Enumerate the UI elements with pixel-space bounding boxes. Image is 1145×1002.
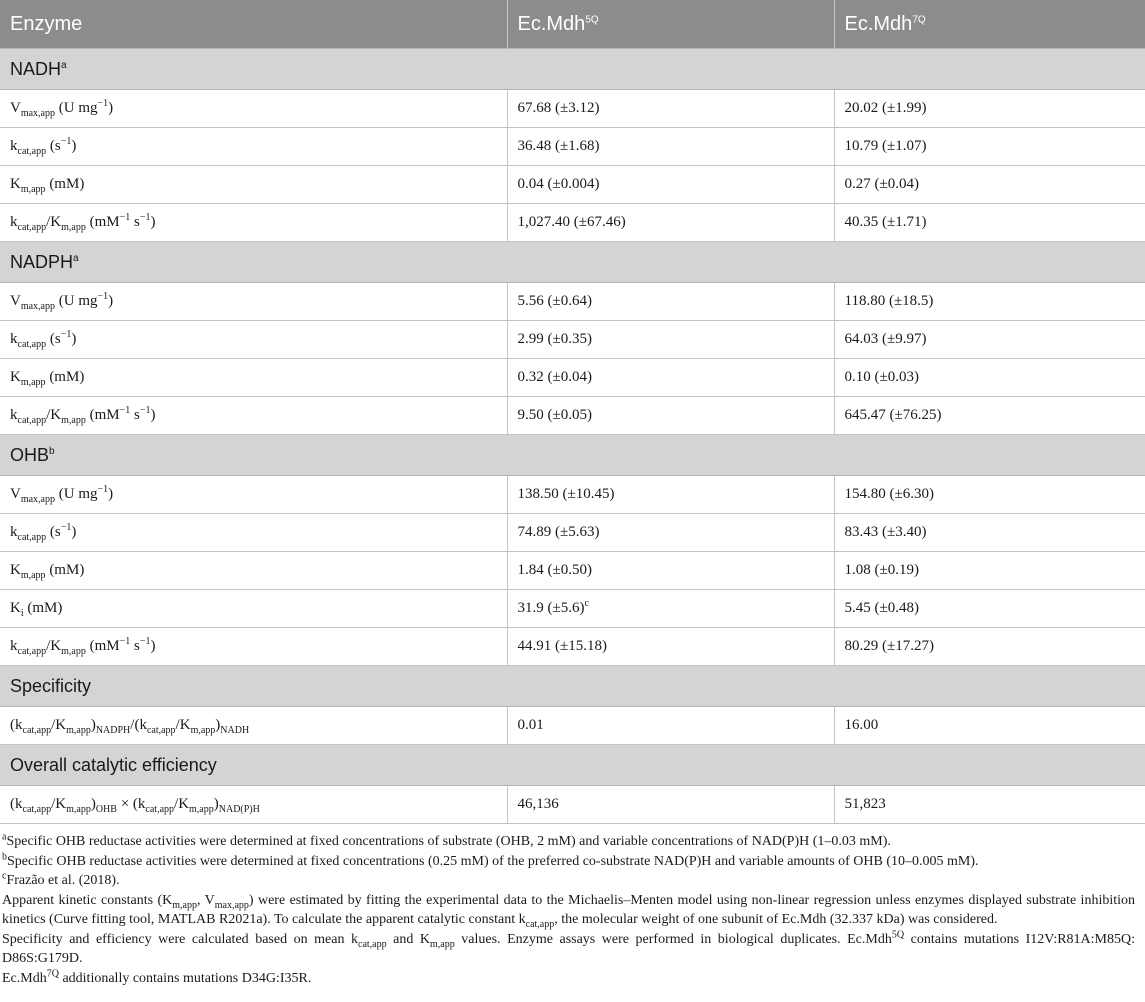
footnote-specificity: Specificity and efficiency were calculated based on mean $k_{cat,app}$ and $K_{m,app}$ values. Enzyme assays were performed in biological duplicates. Ec.Mdh$^{5Q}$ contains mutations I12V:R81A:M85Q: D86S:G179D. bbox=[2, 928, 1135, 966]
value-7q: 118.80 (±18.5) bbox=[834, 283, 1145, 321]
table-row bbox=[0, 166, 1145, 204]
section-nadh bbox=[0, 49, 1145, 90]
table-row bbox=[0, 552, 1145, 590]
value-5q: 1.84 (±0.50) bbox=[507, 552, 834, 590]
section-label: NADPH$^a$ bbox=[0, 242, 1145, 283]
value-5q: 0.32 (±0.04) bbox=[507, 359, 834, 397]
value-7q: 51,823 bbox=[834, 786, 1145, 824]
param-kcat: $k_{cat,app}$ $(s^{-1})$ bbox=[0, 514, 507, 552]
value-5q: 0.04 (±0.004) bbox=[507, 166, 834, 204]
param-kcat-km: $k_{cat,app}/K_{m,app}$ ($mM^{-1}$ $s^{-1}$) bbox=[0, 628, 507, 666]
value-7q: 0.10 (±0.03) bbox=[834, 359, 1145, 397]
param-kcat: $k_{cat,app}$ $(s^{-1})$ bbox=[0, 321, 507, 359]
value-7q: 16.00 bbox=[834, 707, 1145, 745]
section-label: Overall catalytic efficiency bbox=[0, 745, 1145, 786]
param-overall-efficiency: $(k_{cat,app}/K_{m,app})_{OHB} \times (k_{cat,app}/K_{m,app})_{NAD(P)H}$ bbox=[0, 786, 507, 824]
value-5q: 1,027.40 (±67.46) bbox=[507, 204, 834, 242]
value-7q: 154.80 (±6.30) bbox=[834, 476, 1145, 514]
table-row bbox=[0, 397, 1145, 435]
footnote-mutations: Ec.Mdh$^{7Q}$ additionally contains mutations D34G:I35R. bbox=[2, 967, 312, 986]
section-label: OHB$^b$ bbox=[0, 435, 1145, 476]
value-7q: 0.27 (±0.04) bbox=[834, 166, 1145, 204]
param-km: $K_{m,app}$ (mM) bbox=[0, 552, 507, 590]
param-kcat-km: $k_{cat,app}/K_{m,app}$ ($mM^{-1}$ $s^{-1}$) bbox=[0, 204, 507, 242]
value-7q: 5.45 (±0.48) bbox=[834, 590, 1145, 628]
value-7q: 83.43 (±3.40) bbox=[834, 514, 1145, 552]
param-km: $K_{m,app}$ (mM) bbox=[0, 359, 507, 397]
table-row bbox=[0, 476, 1145, 514]
value-7q: 40.35 (±1.71) bbox=[834, 204, 1145, 242]
table-row bbox=[0, 321, 1145, 359]
value-5q: 36.48 (±1.68) bbox=[507, 128, 834, 166]
table-row bbox=[0, 590, 1145, 628]
value-7q: 1.08 (±0.19) bbox=[834, 552, 1145, 590]
param-kcat: $k_{cat,app}$ $(s^{-1})$ bbox=[0, 128, 507, 166]
table-footnotes bbox=[0, 824, 1145, 988]
value-5q: 9.50 (±0.05) bbox=[507, 397, 834, 435]
header-row bbox=[0, 0, 1145, 49]
footnote-methods: Apparent kinetic constants ($K_{m,app}$, $V_{max,app}$) were estimated by fitting the experimental data to the Michaelis–Menten model using non-linear regression unless enzymes displayed substrate inhibition kinetics (Curve fitting tool, MATLAB R2021a). To calculate the apparent catalytic constant $k_{cat,app}$, the molecular weight of one subunit of Ec.Mdh (32.337 kDa) was considered. bbox=[2, 892, 1136, 930]
value-7q: 64.03 (±9.97) bbox=[834, 321, 1145, 359]
header-ec-mdh-7q: Ec.Mdh$^{7Q}$ bbox=[834, 0, 1145, 49]
value-7q: 645.47 (±76.25) bbox=[834, 397, 1145, 435]
section-ohb bbox=[0, 435, 1145, 476]
value-5q: 138.50 (±10.45) bbox=[507, 476, 834, 514]
param-vmax: $V_{max,app}$ (U $mg^{-1}$) bbox=[0, 476, 507, 514]
footnote-c: $^c$Frazão et al. (2018). bbox=[2, 870, 120, 888]
param-vmax: $V_{max,app}$ (U $mg^{-1}$) bbox=[0, 283, 507, 321]
value-5q: 46,136 bbox=[507, 786, 834, 824]
table-row bbox=[0, 204, 1145, 242]
table-row bbox=[0, 283, 1145, 321]
table-row bbox=[0, 628, 1145, 666]
param-kcat-km: $k_{cat,app}/K_{m,app}$ ($mM^{-1}$ $s^{-1}$) bbox=[0, 397, 507, 435]
table-row bbox=[0, 786, 1145, 824]
header-enzyme: Enzyme bbox=[0, 0, 507, 49]
footnote-a: $^a$Specific OHB reductase activities were determined at fixed concentrations of substrate (OHB, 2 mM) and variable concentrations of NAD(P)H (1–0.03 mM). bbox=[2, 831, 891, 849]
table-row bbox=[0, 359, 1145, 397]
value-5q: 44.91 (±15.18) bbox=[507, 628, 834, 666]
header-ec-mdh-5q: Ec.Mdh$^{5Q}$ bbox=[507, 0, 834, 49]
table-row bbox=[0, 128, 1145, 166]
param-km: $K_{m,app}$ (mM) bbox=[0, 166, 507, 204]
value-5q: 67.68 (±3.12) bbox=[507, 90, 834, 128]
value-7q: 80.29 (±17.27) bbox=[834, 628, 1145, 666]
table-row bbox=[0, 514, 1145, 552]
value-5q: 0.01 bbox=[507, 707, 834, 745]
value-5q: 5.56 (±0.64) bbox=[507, 283, 834, 321]
value-5q: 2.99 (±0.35) bbox=[507, 321, 834, 359]
section-overall-efficiency bbox=[0, 745, 1145, 786]
section-label: NADH$^a$ bbox=[0, 49, 1145, 90]
param-ki: $K_i$ (mM) bbox=[0, 590, 507, 628]
value-7q: 20.02 (±1.99) bbox=[834, 90, 1145, 128]
footnote-b: $^b$Specific OHB reductase activities were determined at fixed concentrations (0.25 mM) of the preferred co-substrate NAD(P)H and variable amounts of OHB (10–0.005 mM). bbox=[2, 850, 979, 869]
param-specificity-ratio: $(k_{cat,app}/K_{m,app})_{NADPH}/(k_{cat,app}/K_{m,app})_{NADH}$ bbox=[0, 707, 507, 745]
value-7q: 10.79 (±1.07) bbox=[834, 128, 1145, 166]
section-specificity bbox=[0, 666, 1145, 707]
table-row bbox=[0, 707, 1145, 745]
value-5q: 31.9 $(\pm 5.6)^c$ bbox=[507, 590, 834, 628]
param-vmax: $V_{max,app}$ (U $mg^{-1}$) bbox=[0, 90, 507, 128]
section-nadph bbox=[0, 242, 1145, 283]
table-row bbox=[0, 90, 1145, 128]
value-5q: 74.89 (±5.63) bbox=[507, 514, 834, 552]
section-label: Specificity bbox=[0, 666, 1145, 707]
